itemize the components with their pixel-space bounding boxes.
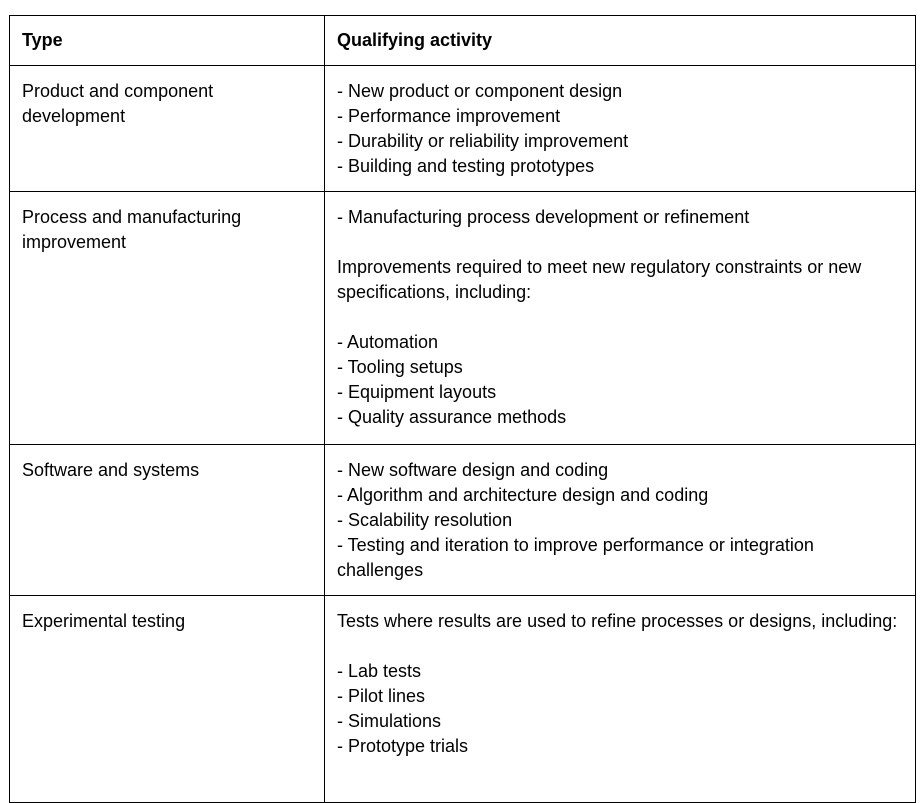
activity-line: - Durability or reliability improvement	[337, 131, 629, 151]
activity-line: - Pilot lines	[337, 686, 426, 706]
activity-line: - Manufacturing process development or refinement	[337, 207, 750, 227]
type-cell	[10, 596, 325, 803]
activity-line: - Quality assurance methods	[337, 407, 567, 427]
table-row	[10, 192, 916, 445]
activity-line: - Simulations	[337, 711, 442, 731]
activity-line: - Building and testing prototypes	[337, 156, 595, 176]
activity-line: - Prototype trials	[337, 736, 469, 756]
activity-line: - Equipment layouts	[337, 382, 497, 402]
type-cell	[10, 445, 325, 596]
type-label: Product and component development	[22, 81, 219, 126]
activity-line: - Testing and iteration to improve performance or integration challenges	[337, 535, 819, 580]
blank-line	[337, 230, 903, 255]
activity-line: - Performance improvement	[337, 106, 561, 126]
header-type: Type	[10, 16, 325, 66]
activity-paragraph: Tests where results are used to refine processes or designs, including:	[337, 611, 898, 631]
activity-line: - Tooling setups	[337, 357, 463, 377]
activity-cell	[325, 596, 916, 803]
type-cell	[10, 192, 325, 445]
type-label: Software and systems	[22, 460, 200, 480]
table-row	[10, 596, 916, 803]
activity-cell	[325, 66, 916, 192]
activity-line: - Automation	[337, 332, 439, 352]
header-qualifying-activity: Qualifying activity	[325, 16, 916, 66]
activity-line: - Lab tests	[337, 661, 422, 681]
type-label: Process and manufacturing improvement	[22, 207, 247, 252]
activity-cell	[325, 192, 916, 445]
activity-line: - New product or component design	[337, 81, 623, 101]
type-cell	[10, 66, 325, 192]
document-page	[9, 15, 916, 803]
table-row	[10, 445, 916, 596]
blank-line	[337, 305, 903, 330]
activity-line: - Algorithm and architecture design and coding	[337, 485, 709, 505]
activity-line: - Scalability resolution	[337, 510, 513, 530]
qualifying-activity-table	[9, 15, 916, 803]
activity-paragraph: Improvements required to meet new regulatory constraints or new specifications, including:	[337, 257, 867, 302]
activity-line: - New software design and coding	[337, 460, 609, 480]
activity-cell	[325, 445, 916, 596]
table-header-row	[10, 16, 916, 66]
blank-line	[337, 634, 903, 659]
type-label: Experimental testing	[22, 611, 186, 631]
table-row	[10, 66, 916, 192]
